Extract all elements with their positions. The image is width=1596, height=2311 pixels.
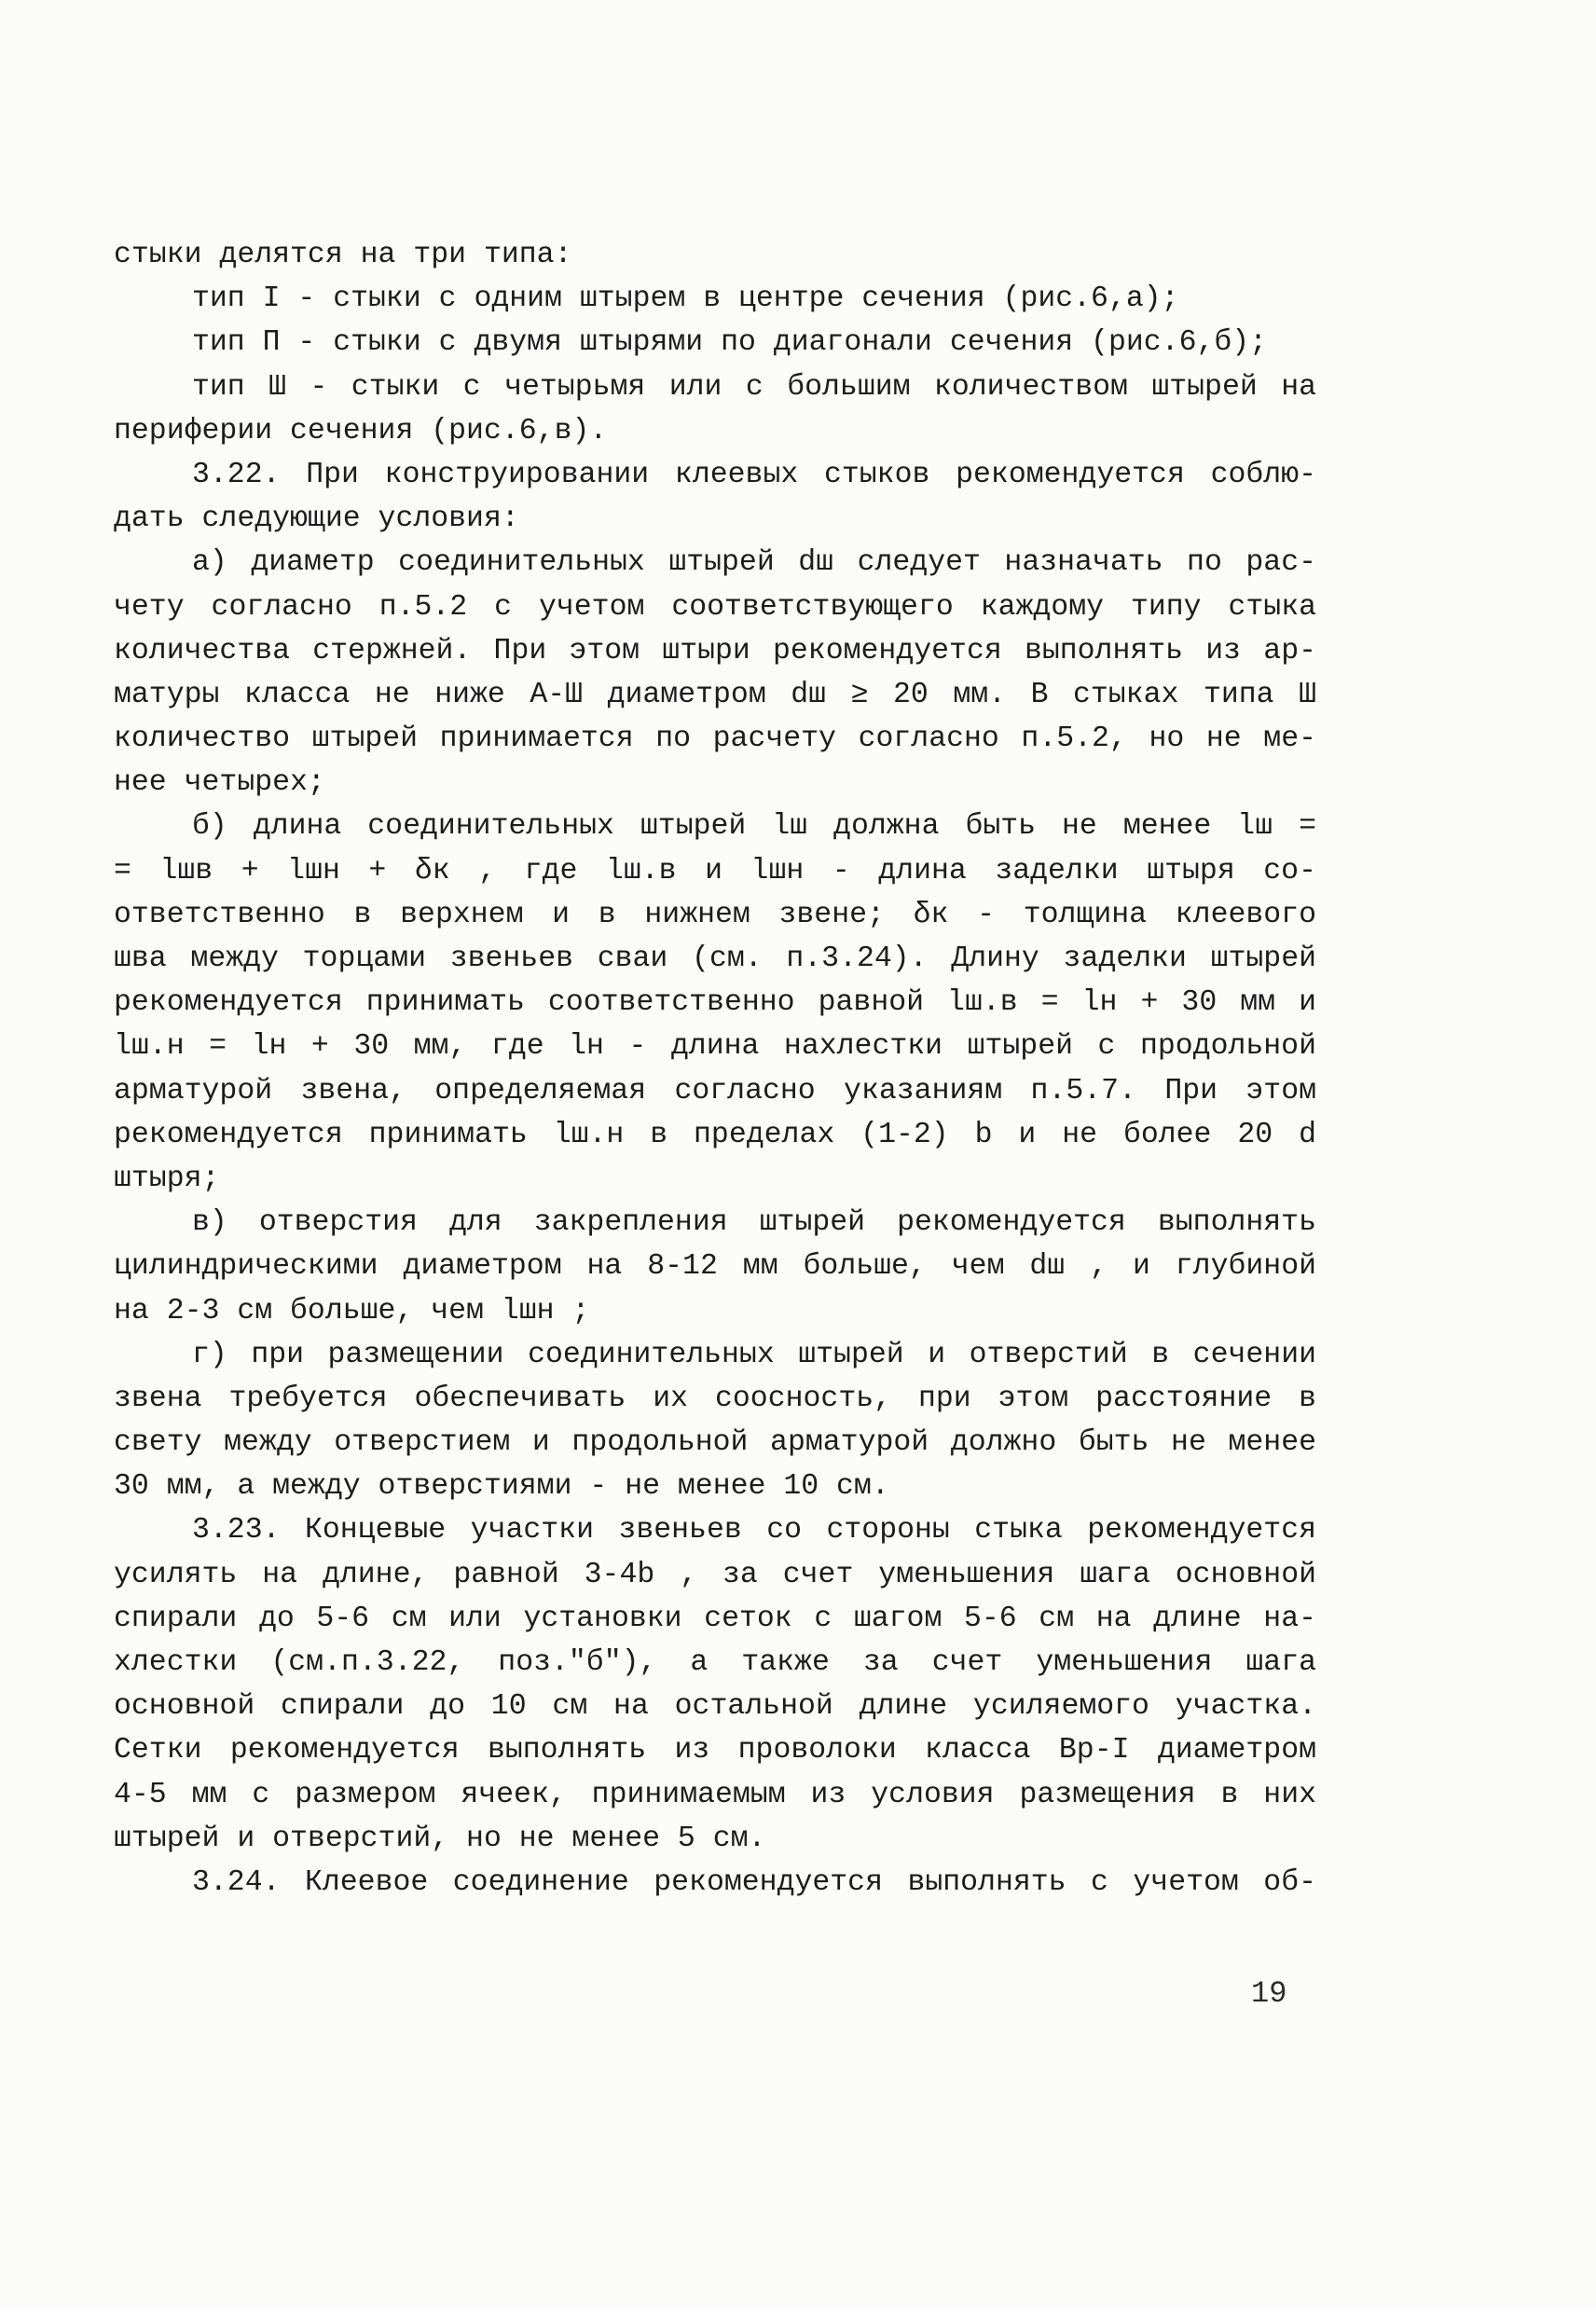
text-line: шва между торцами звеньев сваи (см. п.3.24). Длину заделки штырей	[114, 942, 1316, 975]
text-line: 3.22. При конструировании клеевых стыков рекомендуется соблю-	[192, 458, 1316, 491]
text-line: хлестки (см.п.3.22, поз."б"), а также за счет уменьшения шага	[114, 1646, 1316, 1679]
text-line: арматурой звена, определяемая согласно указаниям п.5.7. При этом	[114, 1074, 1316, 1107]
text-line: 3.23. Концевые участки звеньев со стороны стыка рекомендуется	[192, 1514, 1316, 1548]
text-line: свету между отверстием и продольной арматурой должно быть не менее	[114, 1426, 1316, 1460]
text-line: 3.24. Клеевое соединение рекомендуется выполнять с учетом об-	[192, 1865, 1316, 1899]
text-line: штырей и отверстий, но не менее 5 см.	[114, 1822, 766, 1855]
text-line: в) отверстия для закрепления штырей рекомендуется выполнять	[192, 1206, 1316, 1240]
text-line: ответственно в верхнем и в нижнем звене; δк - толщина клеевого	[114, 898, 1316, 931]
text-line: тип Ш - стыки с четырьмя или с большим количеством штырей на	[192, 370, 1316, 404]
text-line: периферии сечения (рис.6,в).	[114, 414, 608, 447]
text-line: г) при размещении соединительных штырей и отверстий в сечении	[192, 1338, 1316, 1371]
text-line: количество штырей принимается по расчету согласно п.5.2, но не ме-	[114, 722, 1316, 756]
text-line: матуры класса не ниже А-Ш диаметром dш ≥ 20 мм. В стыках типа Ш	[114, 678, 1316, 711]
text-line: основной спирали до 10 см на остальной длине усиляемого участка.	[114, 1690, 1316, 1724]
text-line: тип П - стыки с двумя штырями по диагонали сечения (рис.6,б);	[192, 326, 1268, 360]
text-line: lш.н = lн + 30 мм, где lн - длина нахлестки штырей с продольной	[114, 1030, 1316, 1064]
text-line: = lшв + lшн + δк , где lш.в и lшн - длина заделки штыря со-	[114, 854, 1316, 887]
text-line: звена требуется обеспечивать их соосность, при этом расстояние в	[114, 1382, 1316, 1415]
text-line: а) диаметр соединительных штырей dш следует назначать по рас-	[192, 546, 1316, 580]
text-line: нее четырех;	[114, 766, 325, 800]
page-number: 19	[1251, 1976, 1287, 2011]
text-line: 30 мм, а между отверстиями - не менее 10 см.	[114, 1470, 889, 1504]
text-line: усилять на длине, равной 3-4b , за счет уменьшения шага основной	[114, 1558, 1316, 1591]
text-line: 4-5 мм с размером ячеек, принимаемым из условия размещения в них	[114, 1778, 1316, 1811]
text-line: на 2-3 см больше, чем lшн ;	[114, 1294, 590, 1327]
text-line: дать следующие условия:	[114, 502, 519, 536]
text-line: спирали до 5-6 см или установки сеток с шагом 5-6 см на длине на-	[114, 1602, 1316, 1635]
text-line: рекомендуется принимать lш.н в пределах (1-2) b и не более 20 d	[114, 1118, 1316, 1151]
text-line: цилиндрическими диаметром на 8-12 мм больше, чем dш , и глубиной	[114, 1250, 1316, 1284]
text-line: количества стержней. При этом штыри рекомендуется выполнять из ар-	[114, 634, 1316, 667]
text-line: рекомендуется принимать соответственно равной lш.в = lн + 30 мм и	[114, 986, 1316, 1020]
text-line: чету согласно п.5.2 с учетом соответствующего каждому типу стыка	[114, 590, 1316, 624]
text-line: б) длина соединительных штырей lш должна быть не менее lш =	[192, 810, 1316, 844]
text-line: Сетки рекомендуется выполнять из проволоки класса Вр-I диаметром	[114, 1734, 1316, 1768]
document-body	[114, 233, 1316, 1905]
text-line: стыки делятся на три типа:	[114, 239, 572, 271]
text-line: тип I - стыки с одним штырем в центре сечения (рис.6,а);	[192, 282, 1179, 316]
text-line: штыря;	[114, 1162, 220, 1195]
